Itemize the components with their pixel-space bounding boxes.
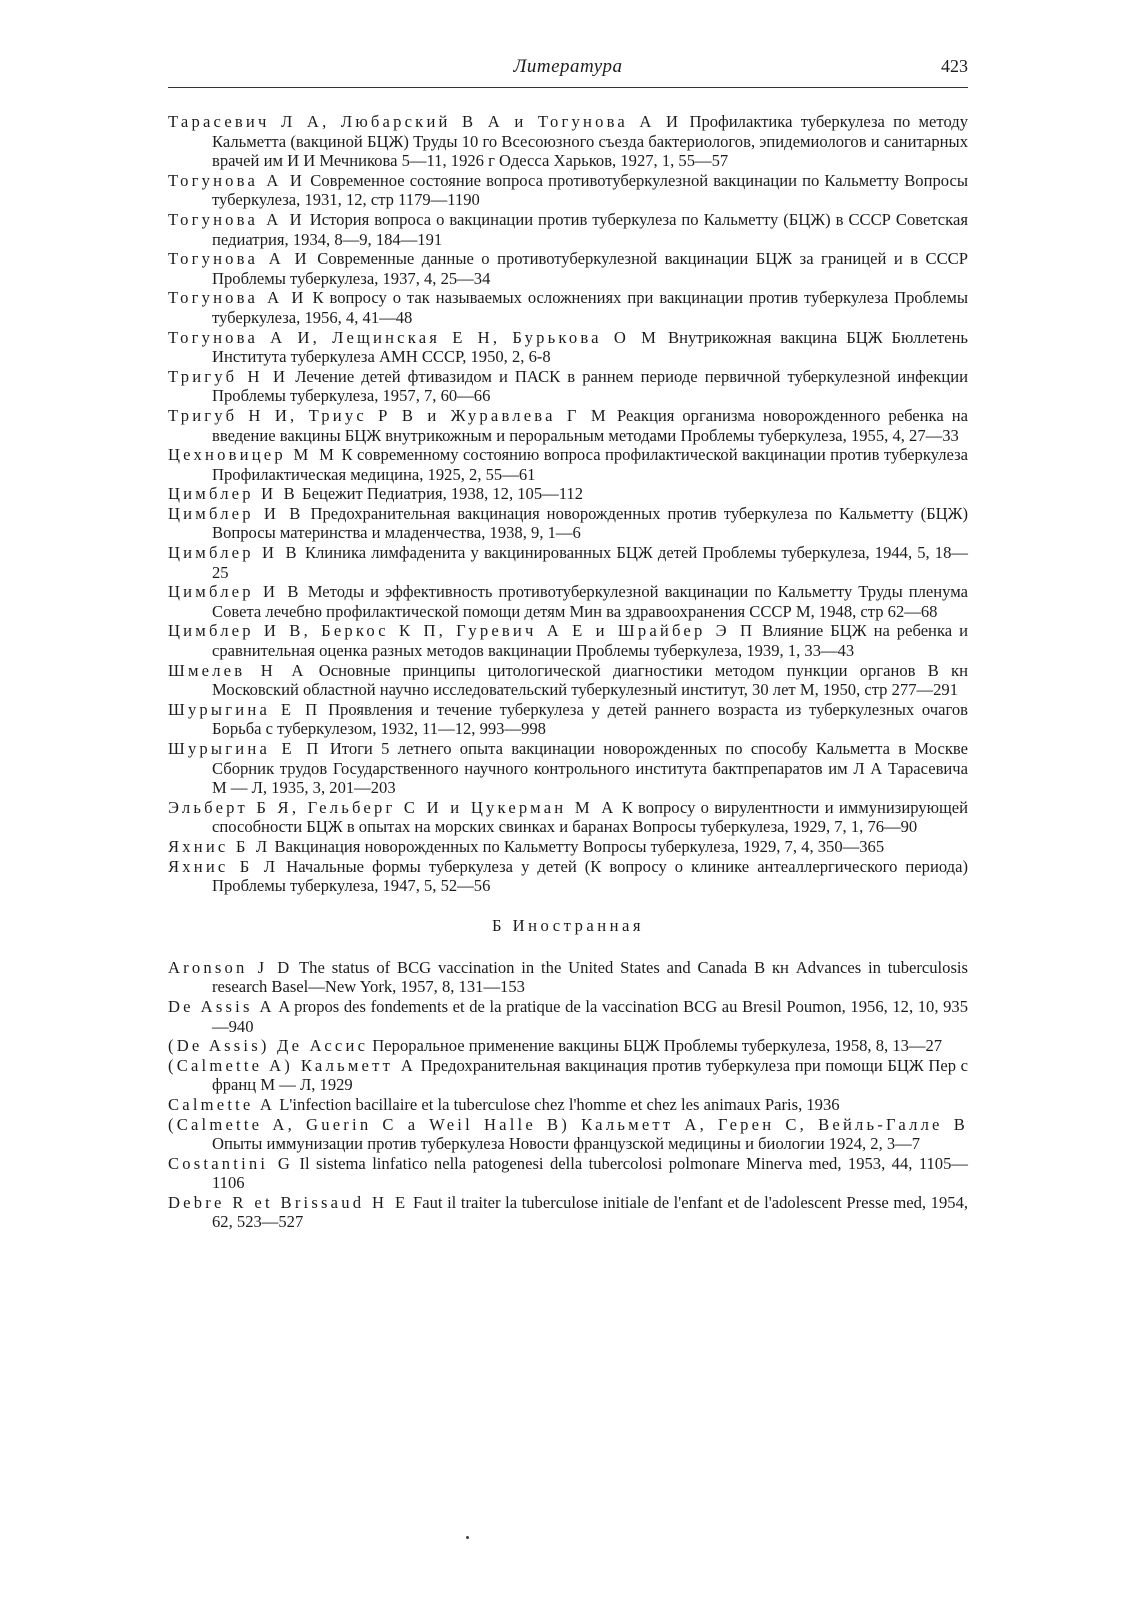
entry-author: (De Assis) Де Ассис <box>168 1036 369 1056</box>
bibliography-entry <box>168 958 968 997</box>
entry-author: Цимблер И В <box>168 543 300 563</box>
entry-author: Эльберт Б Я, Гельберг С И и Цукерман М А <box>168 797 617 817</box>
entry-author: Тогунова А И <box>168 249 310 269</box>
bibliography-entry <box>168 445 968 484</box>
bibliography-entry <box>168 328 968 367</box>
entry-text: L'infection bacillaire et la tuberculose chez l'homme et chez les animaux Paris, 1936 <box>279 1094 840 1114</box>
entry-text: Методы и эффективность противотуберкулезной вакцинации по Кальметту Труды пленума Совета лечебно профилактической помощи детям Мин ва здравоохранения СССР М, 1948, стр 62—68 <box>212 582 969 621</box>
entry-author: Тогунова А И <box>168 288 307 308</box>
bibliography-entry <box>168 1056 968 1095</box>
entry-author: Тарасевич Л А, Любарский В А и Тогунова А И <box>168 112 682 131</box>
entry-text: Предохранительная вакцинация новорожденных против туберкулеза по Кальметту (БЦЖ) Вопросы материнства и младенчества, 1938, 9, 1—6 <box>212 503 969 543</box>
entry-author: Costantini G <box>168 1153 294 1173</box>
bibliography-entry <box>168 700 968 739</box>
entry-text: Современные данные о противотуберкулезной вакцинации БЦЖ за границей и в СССР Проблемы туберкулеза, 1937, 4, 25—34 <box>212 249 968 288</box>
entry-text: The status of BCG vaccination in the United States and Canada В кн Advances in tuberculosis research Basel—New York, 1957, 8, 131—153 <box>212 957 968 997</box>
entry-author: Цехновицер М М <box>168 445 338 465</box>
entry-author: Яхнис Б Л <box>168 836 271 856</box>
entry-text: Итоги 5 летнего опыта вакцинации новорожденных по способу Кальметта в Москве Сборник трудов Государственного научного контрольного института бактпрепаратов им Л А Тарасевича М — Л, 1935, 3, 201—203 <box>212 739 968 798</box>
entry-text: К современному состоянию вопроса профилактической вакцинации против туберкулеза Профилактическая медицина, 1925, 2, 55—61 <box>212 445 969 484</box>
bibliography-entry <box>168 1095 968 1115</box>
page-number: 423 <box>941 56 968 76</box>
page-header <box>168 52 968 92</box>
entry-author: Шурыгина Е П <box>168 739 322 758</box>
entry-author: Тригуб Н И, Триус Р В и Журавлева Г М <box>168 405 609 425</box>
entry-author: Тогунова А И, Лещинская Е Н, Бурькова О М <box>168 327 660 347</box>
bibliography-entry <box>168 582 968 621</box>
bibliography-entry <box>168 112 968 171</box>
entry-author: Debre R et Brissaud H E <box>168 1192 409 1212</box>
bibliography-entry <box>168 543 968 582</box>
entry-text: Лечение детей фтивазидом и ПАСК в раннем периоде первичной туберкулезной инфекции Проблемы туберкулеза, 1957, 7, 60—66 <box>212 366 968 406</box>
entry-text: К вопросу о вирулентности и иммунизирующей способности БЦЖ в опытах на морских свинках и баранах Вопросы туберкулеза, 1929, 7, 1, 76—90 <box>212 797 968 837</box>
bibliography-entry <box>168 1193 968 1232</box>
section-heading: Б Иностранная <box>492 915 644 935</box>
entry-author: Тогунова А И <box>168 209 305 229</box>
entry-author: Яхнис Б Л <box>168 856 279 876</box>
entry-text: Проявления и течение туберкулеза у детей раннего возраста из туберкулезных очагов Борьба с туберкулезом, 1932, 11—12, 993—998 <box>212 699 968 739</box>
entry-author: De Assis A <box>168 996 275 1016</box>
stray-dot <box>466 1536 469 1539</box>
entry-text: Современное состояние вопроса противотуберкулезной вакцинации по Кальметту Вопросы туберкулеза, 1931, 12, стр 1179—1190 <box>212 170 968 210</box>
entry-text: Опыты иммунизации против туберкулеза Новости французской медицины и биологии 1924, 2, 3—7 <box>212 1134 921 1154</box>
bibliography-entry <box>168 406 968 445</box>
entry-author: Aronson J D <box>168 957 293 977</box>
entry-text: Бецежит Педиатрия, 1938, 12, 105—112 <box>302 484 584 504</box>
entry-author: Calmette A <box>168 1094 276 1114</box>
entry-text: Faut il traiter la tuberculose initiale de l'enfant et de l'adolescent Presse med, 1954, 62, 523—527 <box>212 1192 969 1232</box>
bibliography <box>168 112 968 1232</box>
entry-author: Шурыгина Е П <box>168 699 321 719</box>
bibliography-entry <box>168 857 968 896</box>
bibliography-entry <box>168 798 968 837</box>
bibliography-entry <box>168 210 968 249</box>
bibliography-entry <box>168 1115 968 1154</box>
entry-text: Реакция организма новорожденного ребенка на введение вакцины БЦЖ внутрикожным и пероральным методами Проблемы туберкулеза, 1955, 4, 27—33 <box>212 405 968 445</box>
entry-text: К вопросу о так называемых осложнениях при вакцинации против туберкулеза Проблемы туберкулеза, 1956, 4, 41—48 <box>212 288 968 327</box>
entry-author: Цимблер И В <box>168 582 302 602</box>
bibliography-entry <box>168 837 968 857</box>
entry-text: Il sistema linfatico nella patogenesi della tubercolosi polmonare Minerva med, 1953, 44, 1105—1106 <box>212 1153 968 1193</box>
entry-text: A propos des fondements et de la pratique de la vaccination BCG au Bresil Poumon, 1956, 12, 10, 935—940 <box>212 996 968 1036</box>
entry-author: (Calmette A, Guerin C a Weil Halle B) Кальметт А, Герен С, Вейль-Галле В <box>168 1114 968 1134</box>
entry-text: Пероральное применение вакцины БЦЖ Проблемы туберкулеза, 1958, 8, 13—27 <box>372 1036 943 1056</box>
entry-text: Профилактика туберкулеза по методу Кальметта (вакциной БЦЖ) Труды 10 го Всесоюзного съезда бактериологов, эпидемиологов и санитарных врачей им И И Мечникова 5—11, 1926 г Одесса Харьков, 1927, 1, 55—57 <box>212 112 968 171</box>
bibliography-entry <box>168 661 968 700</box>
entry-author: Тогунова А И <box>168 170 306 190</box>
entry-text: Клиника лимфаденита у вакцинированных БЦЖ детей Проблемы туберкулеза, 1944, 5, 18—25 <box>212 543 968 582</box>
bibliography-entry <box>168 484 968 504</box>
bibliography-entry <box>168 739 968 798</box>
entry-author: Цимблер И В <box>168 484 298 504</box>
bibliography-entry <box>168 288 968 327</box>
bibliography-entry <box>168 621 968 660</box>
bibliography-entry <box>168 1154 968 1193</box>
entry-author: Цимблер И В <box>168 503 304 523</box>
bibliography-list-russian <box>168 112 968 896</box>
bibliography-entry <box>168 1036 968 1056</box>
bibliography-entry <box>168 367 968 406</box>
bibliography-entry <box>168 249 968 288</box>
entry-text: Вакцинация новорожденных по Кальметту Вопросы туберкулеза, 1929, 7, 4, 350—365 <box>274 836 885 856</box>
entry-text: Начальные формы туберкулеза у детей (К вопросу о клинике антеаллергического периода) Проблемы туберкулеза, 1947, 5, 52—56 <box>212 856 969 896</box>
entry-author: Шмелев Н А <box>168 660 307 680</box>
bibliography-entry <box>168 997 968 1036</box>
bibliography-entry <box>168 171 968 210</box>
entry-author: Тригуб Н И <box>168 366 289 386</box>
entry-text: Влияние БЦЖ на ребенка и сравнительная оценка разных методов вакцинации Проблемы туберкулеза, 1939, 1, 33—43 <box>212 621 968 661</box>
bibliography-list-foreign <box>168 958 968 1232</box>
bibliography-entry <box>168 504 968 543</box>
entry-text: Предохранительная вакцинация против туберкулеза при помощи БЦЖ Пер с франц М — Л, 1929 <box>212 1055 968 1095</box>
entry-author: (Calmette A) Кальметт А <box>168 1055 417 1075</box>
header-rule <box>168 87 968 88</box>
entry-text: История вопроса о вакцинации против туберкулеза по Кальметту (БЦЖ) в СССР Советская педиатрия, 1934, 8—9, 184—191 <box>212 209 968 249</box>
running-head: Литература <box>513 56 623 77</box>
entry-text: Основные принципы цитологической диагностики методом пункции органов В кн Московский областной научно исследовательский туберкулезный институт, 30 лет М, 1950, стр 277—291 <box>212 660 968 700</box>
entry-text: Внутрикожная вакцина БЦЖ Бюллетень Института туберкулеза АМН СССР, 1950, 2, 6-8 <box>212 327 968 367</box>
entry-author: Цимблер И В, Беркос К П, Гуревич А Е и Шрайбер Э П <box>168 621 756 641</box>
